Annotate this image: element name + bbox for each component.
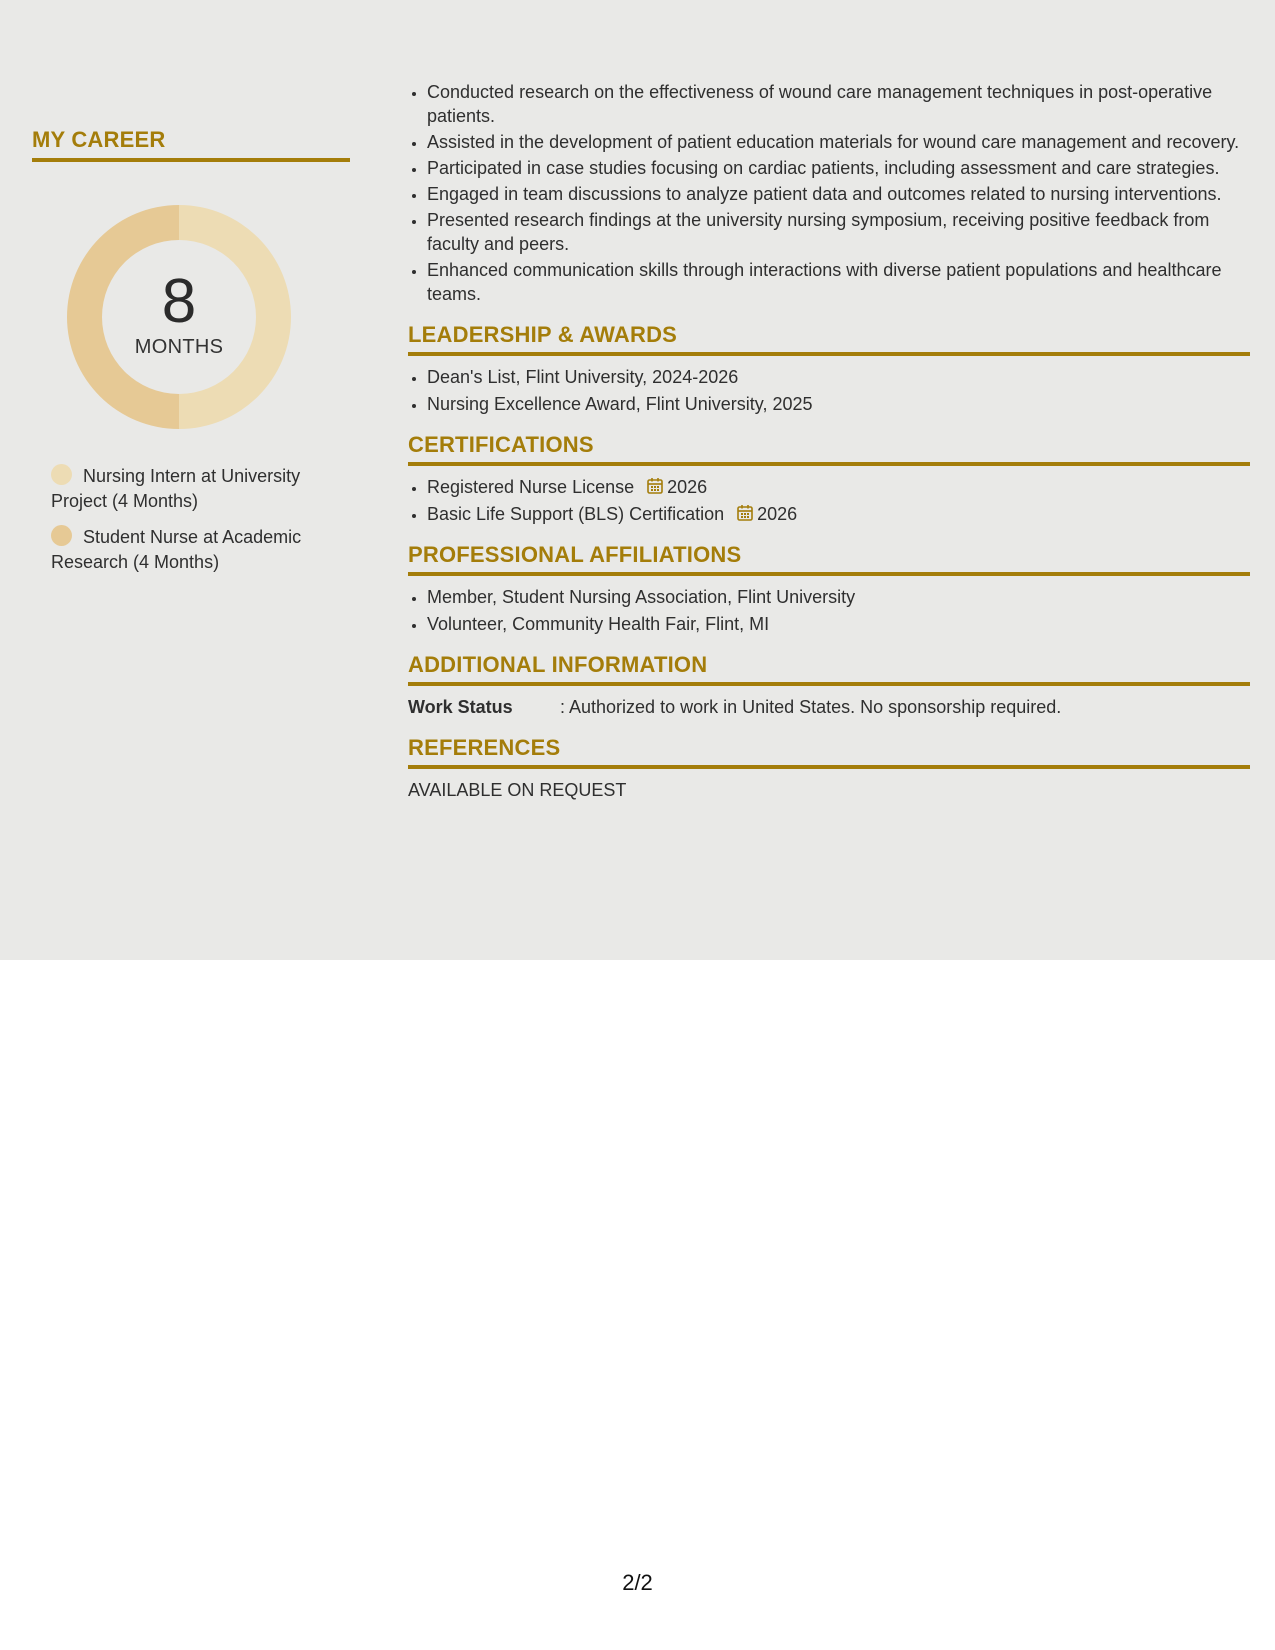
- experience-bullet-list: [408, 80, 1250, 306]
- experience-bullet: • Assisted in the development of patient education materials for wound care management and recovery.: [427, 130, 1250, 154]
- leadership-item: • Dean's List, Flint University, 2024-2026: [427, 365, 1250, 389]
- experience-bullet: • Engaged in team discussions to analyze patient data and outcomes related to nursing interventions.: [427, 182, 1250, 206]
- references-text: AVAILABLE ON REQUEST: [408, 780, 627, 800]
- heading-divider: [408, 682, 1250, 686]
- additional-info-section: [408, 652, 1250, 719]
- work-status-label: Work Status: [408, 697, 513, 717]
- legend-label: Nursing Intern at University Project (4 Months): [51, 466, 301, 511]
- heading-divider: [32, 158, 350, 162]
- certification-item: [427, 475, 1250, 499]
- heading-divider: [408, 462, 1250, 466]
- certification-item: [427, 502, 1250, 526]
- main-content: [408, 80, 1250, 802]
- donut-legend: [51, 464, 341, 586]
- leadership-list: [408, 365, 1250, 416]
- affiliation-item: • Volunteer, Community Health Fair, Flint, MI: [427, 612, 1250, 636]
- additional-info-heading: ADDITIONAL INFORMATION: [408, 652, 708, 677]
- donut-total-unit: MONTHS: [134, 335, 224, 358]
- legend-dot: [51, 525, 72, 546]
- heading-divider: [408, 572, 1250, 576]
- career-heading: MY CAREER: [32, 127, 166, 152]
- donut-total-number: 8: [161, 266, 197, 336]
- references-heading: REFERENCES: [408, 735, 561, 760]
- donut-center: [66, 204, 292, 430]
- legend-item: [51, 525, 341, 575]
- work-status-row: [408, 695, 1250, 719]
- leadership-heading: LEADERSHIP & AWARDS: [408, 322, 678, 347]
- certification-name: Basic Life Support (BLS) Certification: [427, 504, 725, 524]
- certifications-section: [408, 432, 1250, 526]
- affiliations-heading: PROFESSIONAL AFFILIATIONS: [408, 542, 742, 567]
- heading-divider: [408, 352, 1250, 356]
- legend-dot: [51, 464, 72, 485]
- legend-item: [51, 464, 341, 514]
- affiliations-section: [408, 542, 1250, 636]
- heading-divider: [408, 765, 1250, 769]
- affiliation-item: • Member, Student Nursing Association, Flint University: [427, 585, 1250, 609]
- certification-year: 2026: [667, 477, 708, 497]
- experience-bullet: • Participated in case studies focusing on cardiac patients, including assessment and care strategies.: [427, 156, 1250, 180]
- experience-bullet: • Presented research findings at the university nursing symposium, receiving positive feedback from faculty and peers.: [427, 208, 1250, 256]
- references-section: [408, 735, 1250, 802]
- legend-label: Student Nurse at Academic Research (4 Months): [51, 527, 302, 572]
- leadership-item: • Nursing Excellence Award, Flint University, 2025: [427, 392, 1250, 416]
- calendar-icon: [646, 477, 664, 495]
- career-section: [32, 127, 350, 162]
- leadership-section: [408, 322, 1250, 416]
- certification-name: Registered Nurse License: [427, 477, 635, 497]
- certification-year: 2026: [757, 504, 798, 524]
- experience-bullet: • Enhanced communication skills through interactions with diverse patient populations and healthcare teams.: [427, 258, 1250, 306]
- affiliations-list: [408, 585, 1250, 636]
- calendar-icon: [736, 504, 754, 522]
- experience-bullet: • Conducted research on the effectiveness of wound care management techniques in post-operative patients.: [427, 80, 1250, 128]
- certifications-heading: CERTIFICATIONS: [408, 432, 594, 457]
- work-status-value: : Authorized to work in United States. No sponsorship required.: [560, 697, 1062, 717]
- certifications-list: [408, 475, 1250, 526]
- page-number: 2/2: [622, 1570, 653, 1595]
- career-donut-chart: [66, 204, 292, 430]
